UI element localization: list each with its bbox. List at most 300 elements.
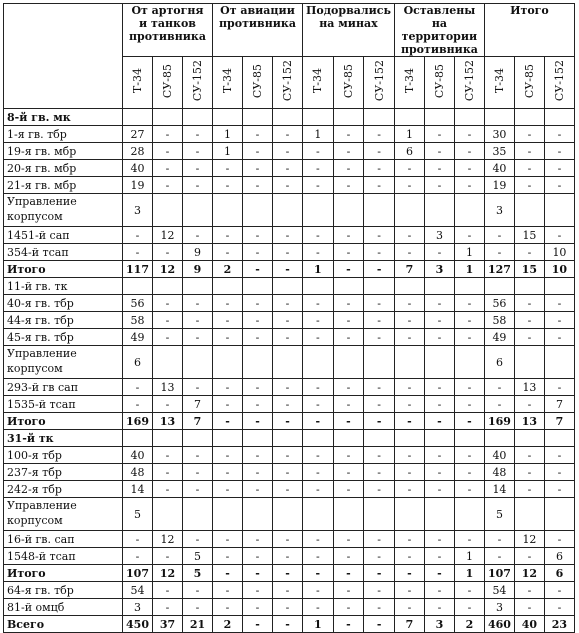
- value-cell: -: [454, 413, 484, 430]
- value-cell: -: [303, 582, 334, 599]
- value-cell: 3: [123, 599, 153, 616]
- value-cell: [424, 346, 454, 379]
- value-cell: -: [213, 295, 243, 312]
- value-cell: [273, 194, 303, 227]
- value-cell: -: [364, 143, 395, 160]
- value-cell: -: [273, 244, 303, 261]
- value-cell: -: [454, 481, 484, 498]
- value-cell: [303, 278, 334, 295]
- value-cell: 3: [484, 194, 514, 227]
- unit-name-cell: Всего: [4, 616, 123, 633]
- value-cell: -: [424, 160, 454, 177]
- value-cell: -: [364, 481, 395, 498]
- value-cell: -: [333, 616, 364, 633]
- value-cell: -: [273, 481, 303, 498]
- value-cell: [514, 346, 544, 379]
- group-header-row: [4, 4, 575, 57]
- value-cell: -: [153, 244, 183, 261]
- unit-name-cell: 16-й гв. сап: [4, 531, 123, 548]
- value-cell: [424, 109, 454, 126]
- value-cell: -: [243, 464, 273, 481]
- table-row: [4, 126, 575, 143]
- value-cell: [243, 498, 273, 531]
- value-cell: 5: [123, 498, 153, 531]
- value-cell: 10: [544, 244, 574, 261]
- value-cell: -: [394, 447, 424, 464]
- value-cell: [514, 194, 544, 227]
- value-cell: -: [243, 447, 273, 464]
- value-cell: -: [364, 227, 395, 244]
- value-cell: -: [333, 531, 364, 548]
- table-body: [4, 109, 575, 633]
- value-cell: -: [333, 177, 364, 194]
- value-cell: -: [243, 261, 273, 278]
- value-cell: [333, 346, 364, 379]
- value-cell: -: [364, 312, 395, 329]
- value-cell: [213, 346, 243, 379]
- value-cell: -: [514, 177, 544, 194]
- subheader-su152: [364, 57, 395, 109]
- value-cell: -: [394, 295, 424, 312]
- value-cell: 12: [153, 261, 183, 278]
- value-cell: -: [424, 126, 454, 143]
- value-cell: -: [544, 464, 574, 481]
- unit-name-cell: 8-й гв. мк: [4, 109, 123, 126]
- value-cell: -: [364, 379, 395, 396]
- value-cell: 7: [544, 396, 574, 413]
- value-cell: [364, 498, 395, 531]
- value-cell: 9: [183, 261, 213, 278]
- value-cell: -: [544, 379, 574, 396]
- value-cell: [333, 498, 364, 531]
- value-cell: [454, 430, 484, 447]
- value-cell: -: [394, 464, 424, 481]
- value-cell: [514, 278, 544, 295]
- value-cell: -: [303, 379, 334, 396]
- value-cell: -: [364, 244, 395, 261]
- value-cell: [514, 430, 544, 447]
- unit-name-cell: Итого: [4, 261, 123, 278]
- value-cell: -: [364, 582, 395, 599]
- subheader-su152: [454, 57, 484, 109]
- group-header-mines: Подорвались на минах: [303, 4, 395, 57]
- value-cell: 2: [454, 616, 484, 633]
- unit-name-cell: 1451-й сап: [4, 227, 123, 244]
- value-cell: [273, 278, 303, 295]
- value-cell: -: [454, 531, 484, 548]
- unit-name-cell: Управление корпусом: [4, 498, 123, 531]
- value-cell: [454, 109, 484, 126]
- unit-name-cell: 19-я гв. мбр: [4, 143, 123, 160]
- value-cell: -: [213, 244, 243, 261]
- table-row: [4, 346, 575, 379]
- value-cell: -: [454, 464, 484, 481]
- table-row: [4, 329, 575, 346]
- value-cell: -: [333, 396, 364, 413]
- value-cell: 13: [153, 379, 183, 396]
- value-cell: 54: [123, 582, 153, 599]
- value-cell: -: [123, 531, 153, 548]
- value-cell: 1: [213, 126, 243, 143]
- value-cell: -: [394, 379, 424, 396]
- value-cell: -: [454, 126, 484, 143]
- value-cell: -: [153, 126, 183, 143]
- table-row: [4, 379, 575, 396]
- value-cell: [303, 194, 334, 227]
- value-cell: -: [123, 244, 153, 261]
- value-cell: [544, 109, 574, 126]
- table-row: [4, 295, 575, 312]
- value-cell: 13: [514, 413, 544, 430]
- value-cell: [424, 498, 454, 531]
- unit-name-cell: 44-я гв. тбр: [4, 312, 123, 329]
- value-cell: -: [394, 244, 424, 261]
- value-cell: -: [514, 143, 544, 160]
- value-cell: -: [364, 126, 395, 143]
- value-cell: [303, 430, 334, 447]
- value-cell: -: [243, 481, 273, 498]
- value-cell: [183, 498, 213, 531]
- value-cell: -: [303, 548, 334, 565]
- value-cell: -: [544, 531, 574, 548]
- value-cell: -: [454, 227, 484, 244]
- value-cell: [153, 109, 183, 126]
- table-header: [4, 4, 575, 109]
- value-cell: 15: [514, 261, 544, 278]
- value-cell: -: [364, 447, 395, 464]
- value-cell: -: [213, 413, 243, 430]
- value-cell: -: [424, 481, 454, 498]
- value-cell: -: [394, 565, 424, 582]
- value-cell: -: [544, 329, 574, 346]
- value-cell: -: [484, 548, 514, 565]
- value-cell: -: [213, 329, 243, 346]
- value-cell: -: [273, 447, 303, 464]
- table-row: [4, 498, 575, 531]
- value-cell: -: [514, 160, 544, 177]
- value-cell: 49: [123, 329, 153, 346]
- value-cell: -: [243, 413, 273, 430]
- value-cell: [394, 430, 424, 447]
- value-cell: -: [424, 396, 454, 413]
- value-cell: -: [514, 295, 544, 312]
- value-cell: -: [333, 565, 364, 582]
- value-cell: 107: [123, 565, 153, 582]
- value-cell: 6: [394, 143, 424, 160]
- subheader-label: СУ-152: [372, 60, 386, 102]
- value-cell: [243, 346, 273, 379]
- value-cell: 54: [484, 582, 514, 599]
- value-cell: -: [243, 126, 273, 143]
- value-cell: 6: [544, 565, 574, 582]
- value-cell: [243, 430, 273, 447]
- value-cell: 48: [484, 464, 514, 481]
- table-row: [4, 447, 575, 464]
- value-cell: 450: [123, 616, 153, 633]
- value-cell: -: [153, 396, 183, 413]
- value-cell: 19: [123, 177, 153, 194]
- value-cell: -: [424, 379, 454, 396]
- value-cell: -: [424, 295, 454, 312]
- value-cell: 12: [153, 227, 183, 244]
- value-cell: -: [213, 464, 243, 481]
- unit-name-cell: Управление корпусом: [4, 194, 123, 227]
- table-row: [4, 244, 575, 261]
- value-cell: -: [454, 295, 484, 312]
- value-cell: 1: [303, 261, 334, 278]
- value-cell: -: [394, 160, 424, 177]
- subheader-label: СУ-85: [341, 63, 355, 99]
- value-cell: [273, 109, 303, 126]
- value-cell: 3: [424, 227, 454, 244]
- value-cell: [243, 109, 273, 126]
- value-cell: -: [333, 261, 364, 278]
- value-cell: [454, 346, 484, 379]
- unit-name-cell: 354-й тсап: [4, 244, 123, 261]
- subheader-t34: [484, 57, 514, 109]
- value-cell: 21: [183, 616, 213, 633]
- unit-name-cell: 242-я тбр: [4, 481, 123, 498]
- value-cell: [424, 430, 454, 447]
- table-row: [4, 177, 575, 194]
- subheader-label: Т-34: [131, 68, 144, 94]
- value-cell: -: [333, 160, 364, 177]
- value-cell: 7: [394, 261, 424, 278]
- value-cell: -: [213, 227, 243, 244]
- value-cell: [484, 278, 514, 295]
- value-cell: -: [303, 599, 334, 616]
- value-cell: -: [183, 177, 213, 194]
- value-cell: -: [123, 379, 153, 396]
- value-cell: [333, 278, 364, 295]
- value-cell: [394, 498, 424, 531]
- subheader-t34: [123, 57, 153, 109]
- value-cell: -: [303, 413, 334, 430]
- value-cell: 6: [123, 346, 153, 379]
- value-cell: -: [424, 599, 454, 616]
- value-cell: -: [544, 599, 574, 616]
- value-cell: [153, 430, 183, 447]
- value-cell: -: [273, 599, 303, 616]
- value-cell: -: [183, 531, 213, 548]
- value-cell: -: [454, 447, 484, 464]
- value-cell: [364, 430, 395, 447]
- value-cell: 7: [183, 396, 213, 413]
- value-cell: -: [273, 177, 303, 194]
- value-cell: -: [243, 177, 273, 194]
- table-row: [4, 430, 575, 447]
- value-cell: -: [273, 160, 303, 177]
- value-cell: -: [364, 464, 395, 481]
- unit-name-cell: Итого: [4, 413, 123, 430]
- value-cell: -: [273, 582, 303, 599]
- value-cell: -: [544, 312, 574, 329]
- value-cell: [183, 194, 213, 227]
- value-cell: [364, 346, 395, 379]
- value-cell: -: [153, 599, 183, 616]
- value-cell: -: [153, 548, 183, 565]
- value-cell: [454, 498, 484, 531]
- value-cell: 40: [484, 447, 514, 464]
- value-cell: [303, 498, 334, 531]
- value-cell: -: [123, 548, 153, 565]
- value-cell: -: [123, 396, 153, 413]
- value-cell: -: [153, 143, 183, 160]
- value-cell: 40: [123, 160, 153, 177]
- value-cell: -: [273, 143, 303, 160]
- value-cell: [273, 498, 303, 531]
- unit-name-cell: 64-я гв. тбр: [4, 582, 123, 599]
- value-cell: -: [213, 481, 243, 498]
- value-cell: -: [153, 177, 183, 194]
- value-cell: [213, 109, 243, 126]
- value-cell: [544, 346, 574, 379]
- value-cell: -: [394, 227, 424, 244]
- value-cell: [213, 278, 243, 295]
- value-cell: -: [273, 413, 303, 430]
- value-cell: 6: [544, 548, 574, 565]
- value-cell: [394, 194, 424, 227]
- value-cell: -: [333, 599, 364, 616]
- value-cell: -: [243, 548, 273, 565]
- value-cell: -: [394, 396, 424, 413]
- value-cell: -: [303, 143, 334, 160]
- value-cell: 1: [454, 565, 484, 582]
- value-cell: 30: [484, 126, 514, 143]
- subheader-t34: [303, 57, 334, 109]
- value-cell: -: [514, 396, 544, 413]
- value-cell: -: [303, 565, 334, 582]
- value-cell: -: [424, 143, 454, 160]
- subheader-su152: [544, 57, 574, 109]
- value-cell: -: [303, 160, 334, 177]
- table-row: [4, 143, 575, 160]
- value-cell: -: [394, 312, 424, 329]
- subheader-label: СУ-152: [281, 60, 294, 102]
- value-cell: [183, 346, 213, 379]
- value-cell: 3: [484, 599, 514, 616]
- table-row: [4, 396, 575, 413]
- value-cell: -: [454, 599, 484, 616]
- value-cell: -: [123, 227, 153, 244]
- value-cell: -: [243, 143, 273, 160]
- total-row: [4, 413, 575, 430]
- value-cell: -: [333, 143, 364, 160]
- unit-name-cell: 40-я гв. тбр: [4, 295, 123, 312]
- subheader-su85: [424, 57, 454, 109]
- value-cell: 14: [484, 481, 514, 498]
- value-cell: -: [153, 295, 183, 312]
- value-cell: -: [424, 177, 454, 194]
- value-cell: [454, 278, 484, 295]
- value-cell: -: [243, 396, 273, 413]
- value-cell: -: [303, 177, 334, 194]
- unit-name-cell: 1535-й тсап: [4, 396, 123, 413]
- value-cell: -: [303, 227, 334, 244]
- unit-name-cell: 81-й омцб: [4, 599, 123, 616]
- value-cell: [333, 109, 364, 126]
- value-cell: [153, 278, 183, 295]
- value-cell: -: [153, 160, 183, 177]
- subheader-label: Т-34: [492, 68, 506, 94]
- value-cell: 19: [484, 177, 514, 194]
- value-cell: -: [424, 329, 454, 346]
- value-cell: -: [514, 312, 544, 329]
- value-cell: 1: [213, 143, 243, 160]
- value-cell: 107: [484, 565, 514, 582]
- value-cell: -: [243, 244, 273, 261]
- value-cell: 3: [424, 261, 454, 278]
- value-cell: -: [273, 295, 303, 312]
- value-cell: 2: [213, 261, 243, 278]
- value-cell: -: [303, 329, 334, 346]
- value-cell: -: [153, 329, 183, 346]
- value-cell: -: [183, 227, 213, 244]
- value-cell: 27: [123, 126, 153, 143]
- value-cell: 7: [394, 616, 424, 633]
- value-cell: -: [333, 227, 364, 244]
- value-cell: -: [364, 177, 395, 194]
- value-cell: -: [544, 227, 574, 244]
- subheader-label: Т-34: [221, 68, 234, 94]
- value-cell: -: [303, 396, 334, 413]
- value-cell: -: [273, 312, 303, 329]
- value-cell: -: [544, 177, 574, 194]
- unit-name-cell: 237-я тбр: [4, 464, 123, 481]
- value-cell: -: [333, 244, 364, 261]
- value-cell: 1: [303, 616, 334, 633]
- value-cell: [333, 430, 364, 447]
- subheader-label: Т-34: [311, 68, 325, 94]
- value-cell: -: [484, 531, 514, 548]
- value-cell: -: [273, 548, 303, 565]
- unit-name-cell: 1-я гв. тбр: [4, 126, 123, 143]
- subheader-label: Т-34: [402, 68, 416, 94]
- value-cell: -: [544, 126, 574, 143]
- value-cell: -: [183, 126, 213, 143]
- value-cell: [213, 430, 243, 447]
- corner-cell: [4, 4, 123, 109]
- value-cell: [394, 109, 424, 126]
- subheader-label: СУ-152: [552, 60, 566, 102]
- value-cell: -: [213, 379, 243, 396]
- value-cell: -: [333, 582, 364, 599]
- unit-name-cell: 20-я гв. мбр: [4, 160, 123, 177]
- value-cell: -: [364, 160, 395, 177]
- value-cell: [243, 278, 273, 295]
- value-cell: 169: [484, 413, 514, 430]
- value-cell: -: [424, 582, 454, 599]
- value-cell: -: [273, 227, 303, 244]
- value-cell: 49: [484, 329, 514, 346]
- subheader-label: СУ-152: [191, 60, 204, 102]
- value-cell: -: [243, 565, 273, 582]
- value-cell: -: [333, 481, 364, 498]
- value-cell: [544, 194, 574, 227]
- value-cell: 117: [123, 261, 153, 278]
- unit-name-cell: 1548-й тсап: [4, 548, 123, 565]
- value-cell: [544, 278, 574, 295]
- value-cell: [394, 278, 424, 295]
- value-cell: [303, 346, 334, 379]
- value-cell: [303, 109, 334, 126]
- value-cell: -: [153, 447, 183, 464]
- losses-table-container: [3, 3, 575, 633]
- value-cell: [213, 498, 243, 531]
- value-cell: [364, 278, 395, 295]
- value-cell: [213, 194, 243, 227]
- value-cell: -: [424, 548, 454, 565]
